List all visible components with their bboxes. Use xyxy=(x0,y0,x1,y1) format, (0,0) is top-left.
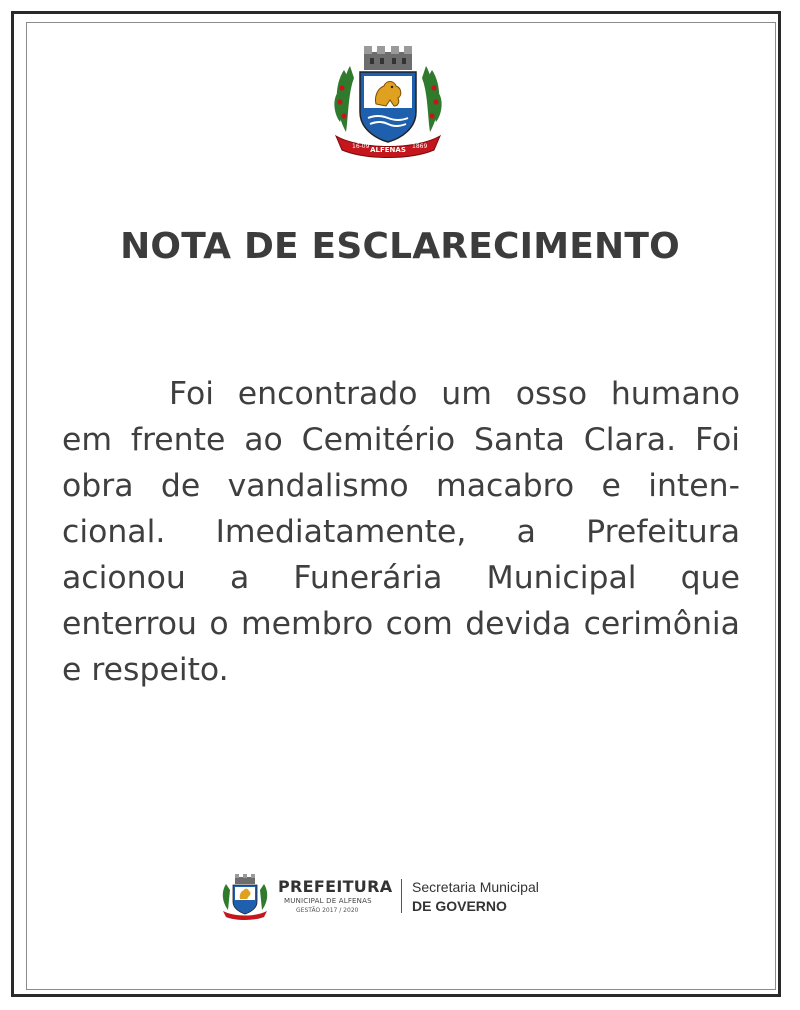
crest-banner-right: 1869 xyxy=(412,143,428,150)
notice-body: Foi encontrado um osso humano em frente ao Cemitério Santa Clara. Foi obra de vandalismo macabro e inten-cional. Imediatamente, a Prefeitura acionou a Funerária Municipal que enterrou o membro com devida cerimônia e respeito. xyxy=(62,376,740,688)
crest-banner-left: 16-09 xyxy=(352,143,370,150)
crest-banner-center: ALFENAS xyxy=(370,146,406,154)
footer-logo xyxy=(220,870,580,922)
footer-coat-of-arms-logo xyxy=(220,872,270,920)
footer-secretaria: Secretaria Municipal xyxy=(412,879,539,895)
footer-divider xyxy=(401,879,402,913)
footer-governo: DE GOVERNO xyxy=(412,898,507,914)
footer-gestao: GESTÃO 2017 / 2020 xyxy=(296,907,359,914)
alfenas-coat-of-arms-logo xyxy=(330,40,446,158)
notice-title: NOTA DE ESCLARECIMENTO xyxy=(120,226,680,267)
footer-prefeitura: PREFEITURA xyxy=(278,877,393,896)
footer-municipal: MUNICIPAL DE ALFENAS xyxy=(284,897,372,905)
